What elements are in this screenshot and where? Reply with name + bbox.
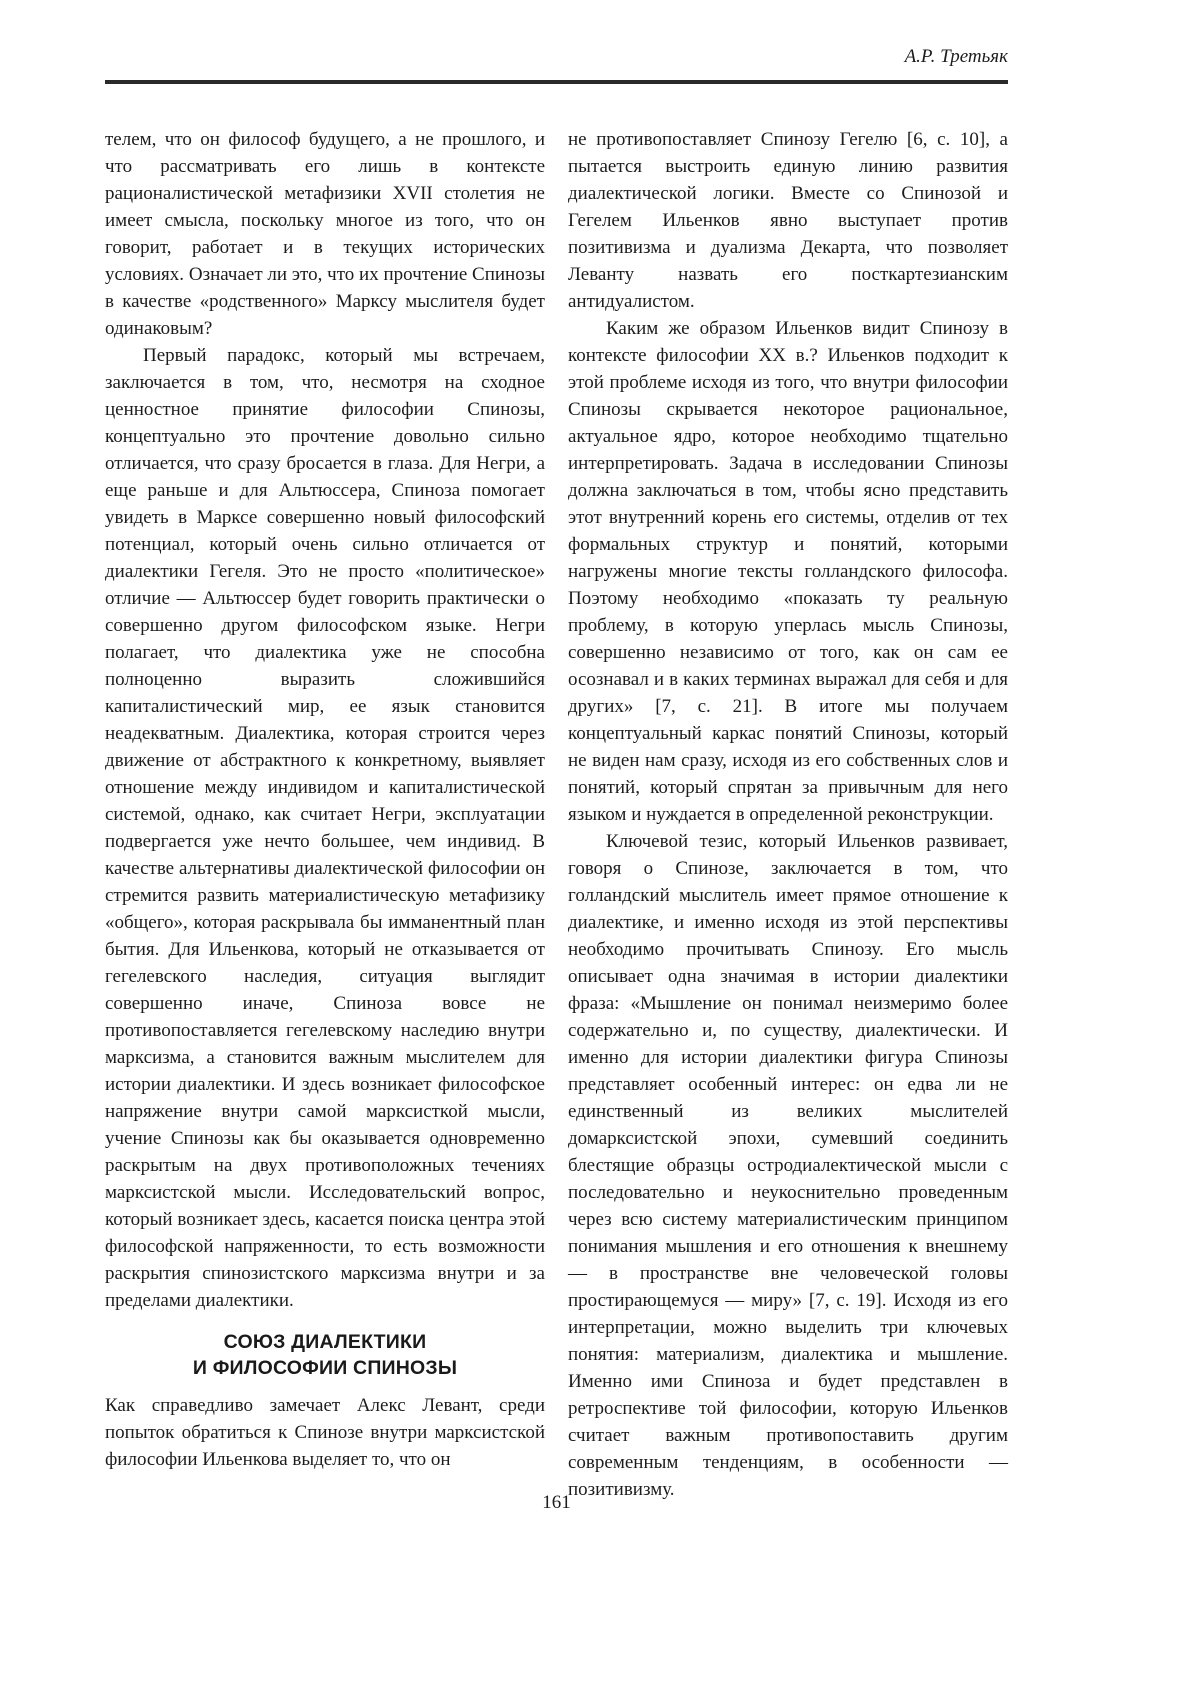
page-number: 161 xyxy=(542,1492,571,1513)
left-column xyxy=(105,126,545,1503)
right-column xyxy=(568,126,1008,1503)
page-footer xyxy=(105,1492,1008,1514)
paragraph: Первый парадокс, который мы встречаем, заключается в том, что, несмотря на сходное ценностное принятие философии Спинозы, концептуально это прочтение довольно сильно отличается, что сразу бросается в глаза. Для Негри, а еще раньше и для Альтюссера, Спиноза помогает увидеть в Марксе совершенно новый философский потенциал, который очень сильно отличается от диалектики Гегеля. Это не просто «политическое» отличие — Альтюссер будет говорить практически о совершенно другом философском языке. Негри полагает, что диалектика уже не способна полноценно выразить сложившийся капиталистический мир, ее язык становится неадекватным. Диалектика, которая строится через движение от абстрактного к конкретному, выявляет отношение между индивидом и капиталистической системой, однако, как считает Негри, эксплуатации подвергается уже нечто большее, чем индивид. В качестве альтернативы диалектической философии он стремится развить материалистическую метафизику «общего», которая раскрывала бы имманентный план бытия. Для Ильенкова, который не отказывается от гегелевского наследия, ситуация выглядит совершенно иначе, Спиноза вовсе не противопоставляется гегелевскому наследию внутри марксизма, а становится важным мыслителем для истории диалектики. И здесь возникает философское напряжение внутри самой марксисткой мысли, учение Спинозы как бы оказывается одновременно раскрытым на двух противоположных течениях марксистской мысли. Исследовательский вопрос, который возникает здесь, касается поиска центра этой философской напряженности, то есть возможности раскрытия спинозистского марксизма внутри и за пределами диалектики. xyxy=(105,345,545,1311)
paragraph: Каким же образом Ильенков видит Спинозу в контексте философии XX в.? Ильенков подходит к этой проблеме исходя из того, что внутри философии Спинозы скрывается некоторое рациональное, актуальное ядро, которое необходимо тщательно интерпретировать. Задача в исследовании Спинозы должна заключаться в том, чтобы ясно представить этот внутренний корень его системы, отделив от тех формальных структур и понятий, которыми нагружены многие тексты голландского философа. Поэтому необходимо «показать ту реальную проблему, в которую уперлась мысль Спинозы, совершенно независимо от того, как он сам ее осознавал и в каких терминах выражал для себя и для других» [7, с. 21]. В итоге мы получаем концептуальный каркас понятий Спинозы, который не виден нам сразу, исходя из его собственных слов и понятий, который спрятан за привычным для него языком и нуждается в определенной реконструкции. xyxy=(568,318,1008,825)
text-columns xyxy=(105,126,1008,1503)
section-heading-line1: СОЮЗ ДИАЛЕКТИКИ xyxy=(223,1331,427,1353)
running-head-author: А.Р. Третьяк xyxy=(904,46,1008,67)
page-header xyxy=(105,46,1008,80)
paragraph: не противопоставляет Спинозу Гегелю [6, с. 10], а пытается выстроить единую линию развития диалектической логики. Вместе со Спинозой и Гегелем Ильенков явно выступает против позитивизма и дуализма Декарта, что позволяет Леванту назвать его посткартезианским антидуалистом. xyxy=(568,129,1008,312)
section-heading-line2: И ФИЛОСОФИИ СПИНОЗЫ xyxy=(192,1357,458,1379)
header-rule xyxy=(105,80,1008,84)
section-heading xyxy=(105,1329,545,1381)
paragraph: Как справедливо замечает Алекс Левант, среди попыток обратиться к Спинозе внутри марксистской философии Ильенкова выделяет то, что он xyxy=(105,1395,545,1470)
paragraph: телем, что он философ будущего, а не прошлого, и что рассматривать его лишь в контексте рационалистической метафизики XVII столетия не имеет смысла, поскольку многое из того, что он говорит, работает и в текущих исторических условиях. Означает ли это, что их прочтение Спинозы в качестве «родственного» Марксу мыслителя будет одинаковым? xyxy=(105,129,545,339)
paragraph: Ключевой тезис, который Ильенков развивает, говоря о Спинозе, заключается в том, что голландский мыслитель имеет прямое отношение к диалектике, и именно исходя из этой перспективы необходимо прочитывать Спинозу. Его мысль описывает одна значимая в истории диалектики фраза: «Мышление он понимал неизмеримо более содержательно и, по существу, диалектически. И именно для истории диалектики фигура Спинозы представляет особенный интерес: он едва ли не единственный из великих мыслителей домарксистской эпохи, сумевший соединить блестящие образцы остродиалектической мысли с последовательно и неукоснительно проведенным через всю систему материалистическим принципом понимания мышления и его отношения к внешнему — в пространстве вне человеческой головы простирающемуся — миру» [7, с. 19]. Исходя из его интерпретации, можно выделить три ключевых понятия: материализм, диалектика и мышление. Именно ими Спиноза и будет представлен в ретроспективе той философии, которую Ильенков считает важным противопоставить другим современным тенденциям, в особенности — позитивизму. xyxy=(568,831,1008,1500)
